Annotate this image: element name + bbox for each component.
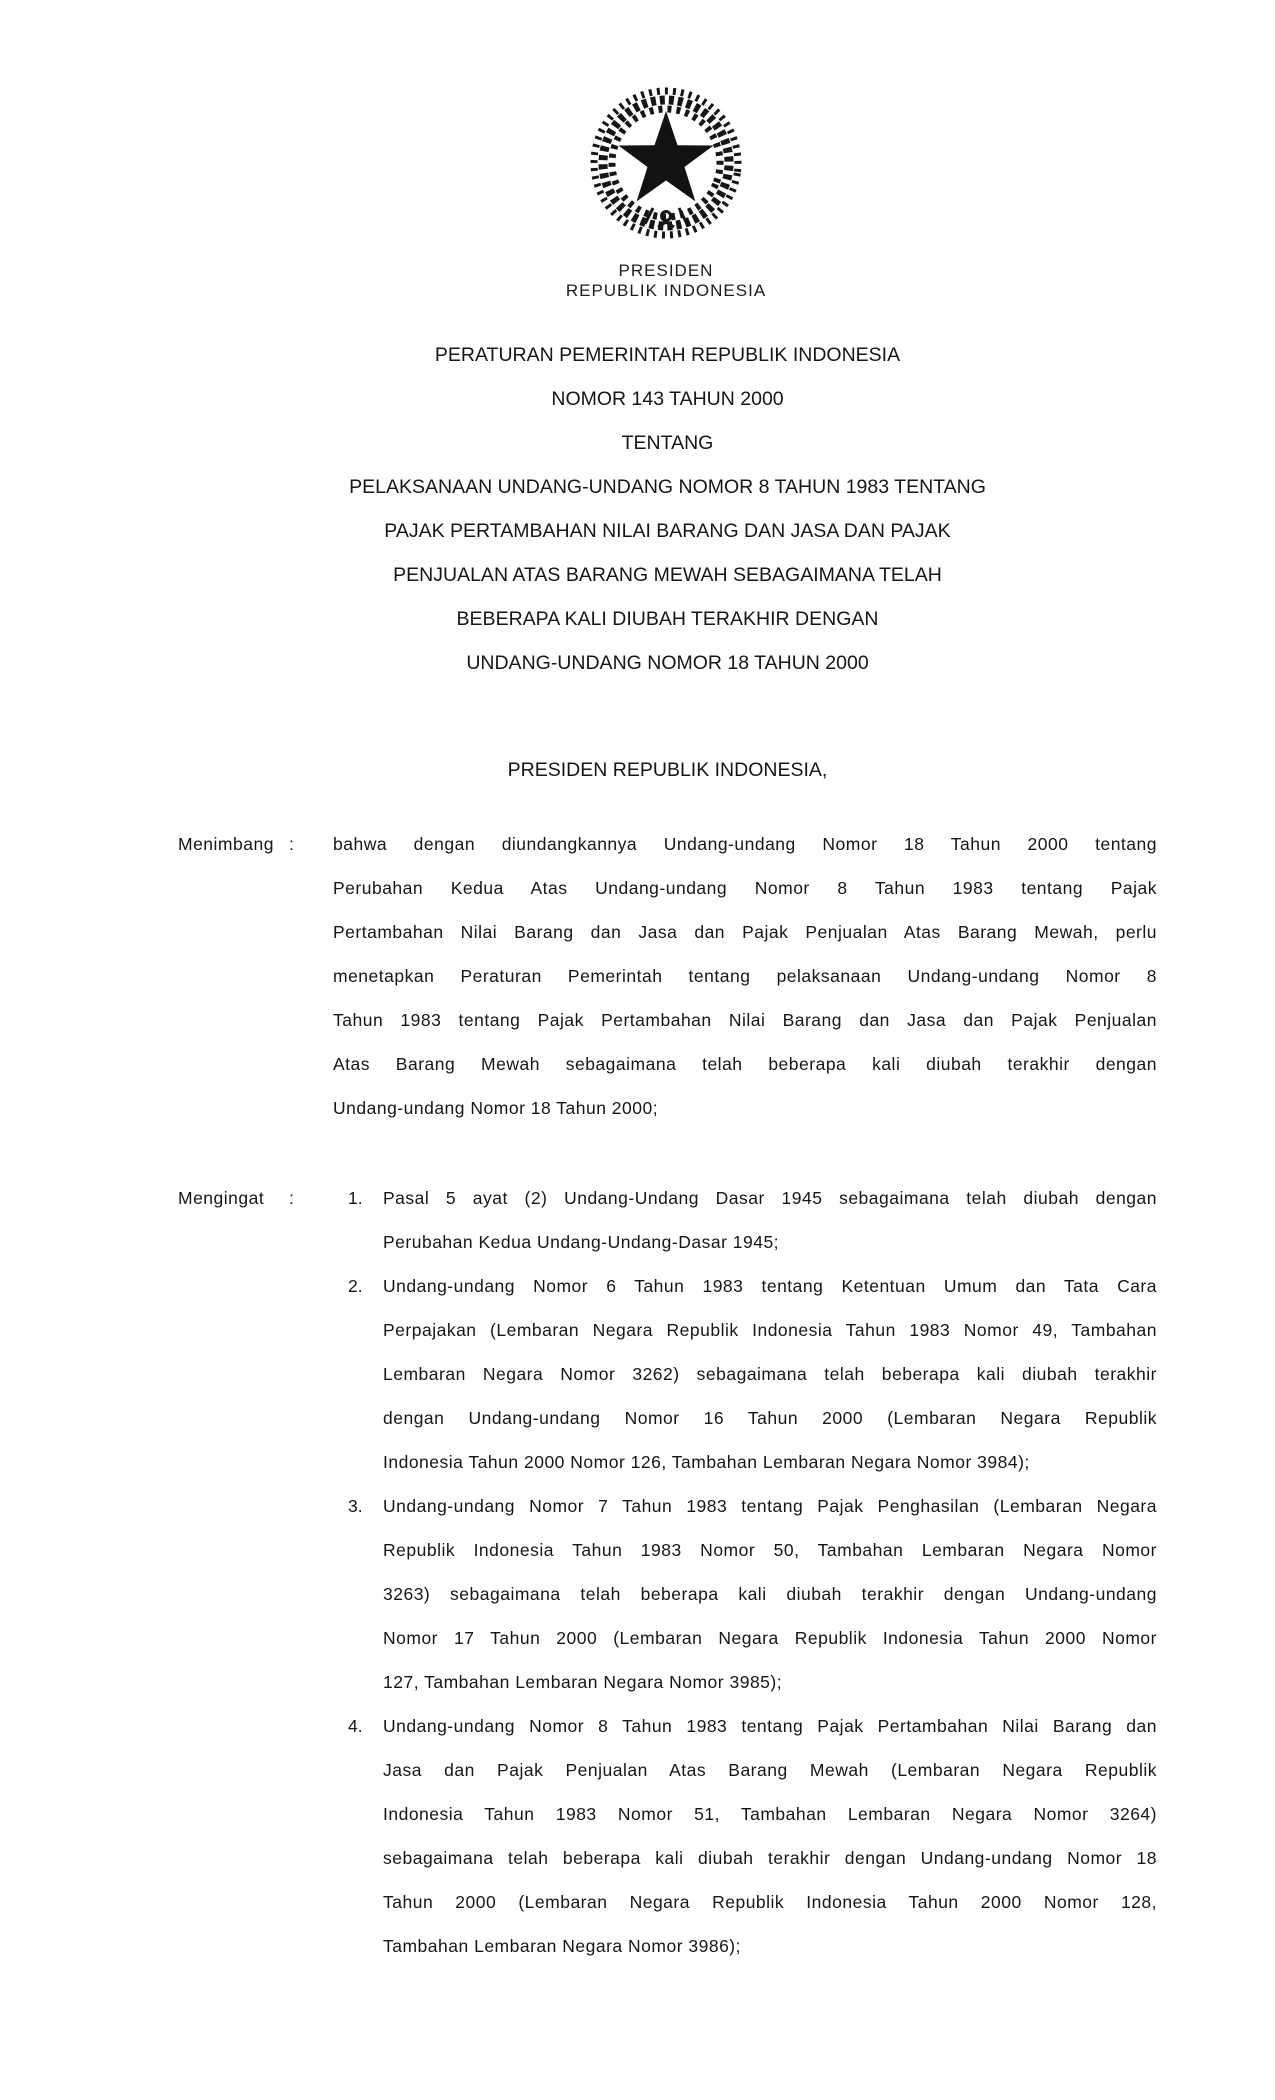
- presidential-seal-icon: [587, 84, 745, 242]
- title-line: PENJUALAN ATAS BARANG MEWAH SEBAGAIMANA TELAH: [393, 564, 942, 586]
- title-line: PERATURAN PEMERINTAH REPUBLIK INDONESIA: [434, 344, 901, 366]
- paragraph-line: Republik Indonesia Tahun 1983 Nomor 50, Tambahan Lembaran Negara Nomor: [383, 1540, 1157, 1560]
- paragraph-line: Perubahan Kedua Atas Undang-undang Nomor 8 Tahun 1983 tentang Pajak: [333, 878, 1157, 898]
- section-label: Menimbang: [178, 834, 274, 854]
- title-line: TENTANG: [621, 432, 714, 454]
- section-menimbang: [178, 822, 1157, 1130]
- paragraph-line: Tahun 1983 tentang Pajak Pertambahan Nilai Barang dan Jasa dan Pajak Penjualan: [333, 1010, 1157, 1030]
- paragraph-line: 3263) sebagaimana telah beberapa kali diubah terakhir dengan Undang-undang: [383, 1584, 1157, 1604]
- letterhead-line-republik: REPUBLIK INDONESIA: [565, 281, 767, 300]
- item-number: 4.: [348, 1716, 363, 1736]
- list-item: [348, 1704, 1157, 1968]
- opening-line: PRESIDEN REPUBLIK INDONESIA,: [507, 759, 828, 781]
- letterhead: [416, 261, 916, 301]
- paragraph-line: Lembaran Negara Nomor 3262) sebagaimana telah beberapa kali diubah terakhir: [383, 1364, 1157, 1384]
- item-body: [383, 1264, 1157, 1484]
- list-item: [348, 1176, 1157, 1264]
- paragraph-line: dengan Undang-undang Nomor 16 Tahun 2000 (Lembaran Negara Republik: [383, 1408, 1157, 1428]
- list-item: [348, 1264, 1157, 1484]
- paragraph-line: Undang-undang Nomor 18 Tahun 2000;: [333, 1098, 659, 1118]
- section-colon: :: [289, 834, 294, 854]
- item-number: 3.: [348, 1496, 363, 1516]
- paragraph-line: Tahun 2000 (Lembaran Negara Republik Indonesia Tahun 2000 Nomor 128,: [383, 1892, 1157, 1912]
- paragraph-line: Nomor 17 Tahun 2000 (Lembaran Negara Republik Indonesia Tahun 2000 Nomor: [383, 1628, 1157, 1648]
- letterhead-line-presiden: PRESIDEN: [618, 261, 714, 280]
- paragraph-line: Jasa dan Pajak Penjualan Atas Barang Mewah (Lembaran Negara Republik: [383, 1760, 1157, 1780]
- paragraph-line: bahwa dengan diundangkannya Undang-undang Nomor 18 Tahun 2000 tentang: [333, 834, 1157, 854]
- title-line: NOMOR 143 TAHUN 2000: [551, 388, 784, 410]
- paragraph-line: Indonesia Tahun 2000 Nomor 126, Tambahan Lembaran Negara Nomor 3984);: [383, 1452, 1030, 1472]
- paragraph-line: Perubahan Kedua Undang-Undang-Dasar 1945;: [383, 1232, 780, 1252]
- paragraph-line: sebagaimana telah beberapa kali diubah terakhir dengan Undang-undang Nomor 18: [383, 1848, 1157, 1868]
- section-colon: :: [289, 1188, 294, 1208]
- item-body: [383, 1484, 1157, 1704]
- paragraph-line: Pertambahan Nilai Barang dan Jasa dan Pajak Penjualan Atas Barang Mewah, perlu: [333, 922, 1157, 942]
- paragraph-line: Undang-undang Nomor 7 Tahun 1983 tentang Pajak Penghasilan (Lembaran Negara: [383, 1496, 1157, 1516]
- title-line: UNDANG-UNDANG NOMOR 18 TAHUN 2000: [466, 652, 869, 674]
- title-line: PAJAK PERTAMBAHAN NILAI BARANG DAN JASA DAN PAJAK: [384, 520, 951, 542]
- item-body: [383, 1176, 1157, 1264]
- paragraph-line: Tambahan Lembaran Negara Nomor 3986);: [383, 1936, 741, 1956]
- item-number: 2.: [348, 1276, 363, 1296]
- section-label: Mengingat: [178, 1188, 265, 1208]
- paragraph-line: menetapkan Peraturan Pemerintah tentang pelaksanaan Undang-undang Nomor 8: [333, 966, 1157, 986]
- section-mengingat: [178, 1176, 1157, 1968]
- paragraph-line: Undang-undang Nomor 8 Tahun 1983 tentang Pajak Pertambahan Nilai Barang dan: [383, 1716, 1157, 1736]
- title-line: PELAKSANAAN UNDANG-UNDANG NOMOR 8 TAHUN 1983 TENTANG: [349, 476, 986, 498]
- paragraph-line: Pasal 5 ayat (2) Undang-Undang Dasar 1945 sebagaimana telah diubah dengan: [383, 1188, 1157, 1208]
- item-number: 1.: [348, 1188, 363, 1208]
- document-title: [178, 333, 1157, 685]
- item-body: [383, 1704, 1157, 1968]
- paragraph-line: 127, Tambahan Lembaran Negara Nomor 3985);: [383, 1672, 783, 1692]
- paragraph-line: Perpajakan (Lembaran Negara Republik Indonesia Tahun 1983 Nomor 49, Tambahan: [383, 1320, 1157, 1340]
- section-body: [333, 822, 1157, 1130]
- title-line: BEBERAPA KALI DIUBAH TERAKHIR DENGAN: [456, 608, 879, 630]
- section-body: [333, 1176, 1157, 1968]
- list-item: [348, 1484, 1157, 1704]
- paragraph-line: Indonesia Tahun 1983 Nomor 51, Tambahan Lembaran Negara Nomor 3264): [383, 1804, 1157, 1824]
- paragraph-line: Atas Barang Mewah sebagaimana telah beberapa kali diubah terakhir dengan: [333, 1054, 1157, 1074]
- paragraph-line: Undang-undang Nomor 6 Tahun 1983 tentang Ketentuan Umum dan Tata Cara: [383, 1276, 1157, 1296]
